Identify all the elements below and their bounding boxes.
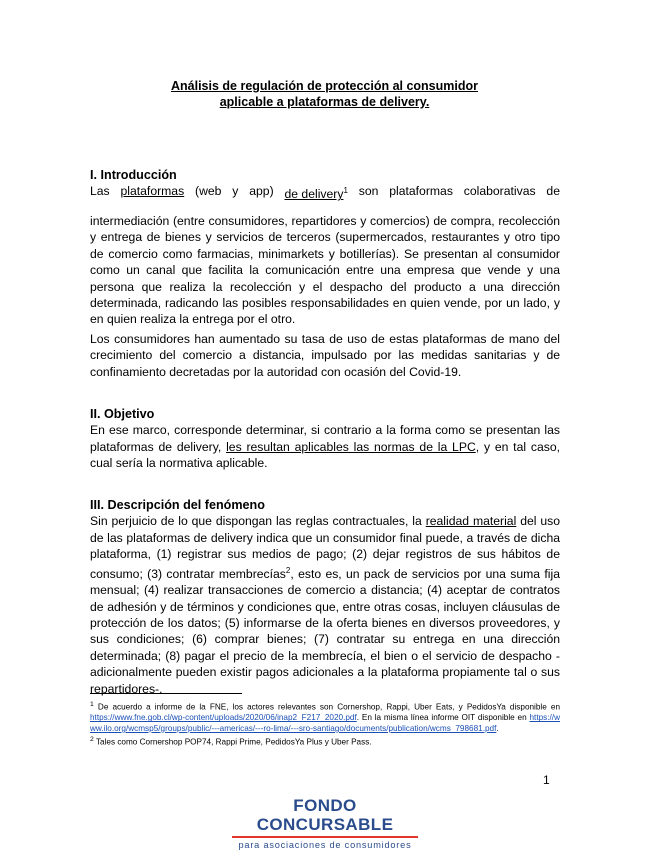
logo-accent-line: [232, 836, 418, 838]
intro-word: plataformas: [389, 184, 453, 199]
logo-main-text: FONDO CONCURSABLE: [256, 796, 394, 834]
intro-first-line: [90, 183, 560, 202]
descripcion-text: Sin perjuicio de lo que dispongan las reglas contractuales, la: [90, 514, 426, 529]
footnote-1-link-fne[interactable]: https://www.fne.gob.cl/wp-content/uploads/2020/06/inap2_F217_2020.pdf: [90, 713, 357, 723]
footnote-1-text-end: .: [496, 723, 499, 733]
footnote-ref-1: 1: [343, 186, 348, 196]
footnote-1: [90, 700, 560, 735]
intro-paragraph-1: intermediación (entre consumidores, repartidores y comercios) de compra, recolección y entrega de bienes y servicios de terceros (supermercados, restaurantes y otro tipo de comercio como farmacias, minimarkets y botillerías). Se presentan al consumidor como un canal que facilita la comunicación entre una empresa que vende y una persona que realiza la recolección y el despacho del producto a una dirección determinada, radicando las posibles responsabilidades en quien vende, por un lado, y en quien realiza la entrega por el otro.: [90, 214, 560, 327]
descripcion-paragraph: [90, 513, 560, 697]
objetivo-text: En ese marco, corresponde determinar, si contrario a la forma como se presentan las plataformas de delivery,: [90, 423, 560, 454]
intro-word: y: [232, 184, 239, 199]
footnote-1-text: De acuerdo a informe de la FNE, los actores relevantes son Cornershop, Rappi, Uber Eats, y PedidosYa disponible en: [97, 702, 560, 712]
footnotes: [90, 700, 560, 748]
intro-paragraph-2: Los consumidores han aumentado su tasa de uso de estas plataformas de mano del crecimiento del comercio a distancia, impulsado por las medidas sanitarias y de confinamiento decretadas por la autoridad con ocasión del Covid-19.: [90, 332, 560, 379]
logo-sub-text: para asociaciones de consumidores: [238, 840, 412, 850]
footnote-ref-2: 2: [285, 565, 291, 575]
footnote-2-number: 2: [90, 735, 94, 743]
fondo-concursable-logo: [225, 796, 425, 851]
intro-word: Las: [90, 184, 110, 199]
title-line-1: Análisis de regulación de protección al consumidor: [170, 79, 478, 93]
section-heading-objetivo: II. Objetivo: [90, 407, 155, 421]
section-descripcion: [90, 497, 560, 697]
objetivo-text-end: , y en tal caso, cual sería la normativa aplicable.: [90, 439, 560, 471]
descripcion-text-mid: del uso de las plataformas de delivery indica que un consumidor final puede, a través de dicha plataforma, (1) registrar sus medios de pago; (2) dejar registros de sus hábitos de consumo; (3) contratar membrecías: [90, 514, 560, 581]
document-title: [0, 78, 649, 110]
page-number: 1: [543, 773, 550, 787]
section-objetivo: [90, 406, 560, 472]
intro-link-delivery: de delivery: [284, 187, 344, 202]
intro-delivery-term: [284, 183, 347, 202]
footnote-2-text: Tales como Cornershop POP74, Rappi Prime, PedidosYa Plus y Uber Pass.: [95, 737, 372, 747]
intro-word: app): [249, 184, 274, 199]
section-heading-intro: I. Introducción: [90, 168, 177, 182]
footnote-1-link-oit[interactable]: https://www.ilo.org/wcmsp5/groups/public/---americas/---ro-lima/---sro-santiago/documents/publication/wcms_798681.pdf: [90, 713, 560, 733]
footnote-1-text-mid: . En la misma línea informe OIT disponible en: [356, 713, 530, 723]
intro-word: son: [358, 184, 379, 199]
footnote-1-number: 1: [90, 701, 94, 708]
objetivo-underlined: les resultan aplicables las normas de la LPC: [226, 439, 476, 454]
section-heading-descripcion: III. Descripción del fenómeno: [90, 498, 265, 512]
intro-word: (web: [195, 184, 222, 199]
section-introduccion: [90, 167, 560, 203]
footnote-divider: [90, 693, 242, 694]
objetivo-paragraph: [90, 422, 560, 471]
descripcion-underlined: realidad material: [425, 514, 517, 529]
descripcion-text-end: , esto es, un pack de servicios por una suma fija mensual; (4) realizar transacciones de comercio a distancia; (4) aceptar de contratos de adhesión y de términos y condiciones que, entre otras cosas, incluyen cláusulas de protección de los datos; (5) informarse de la oferta bienes en diversos proveedores, y sus condiciones; (6) comprar bienes; (7) contratar su entrega en una dirección determinada; (8) pagar el precio de la membrecía, el bien o el servicio de despacho -adicionalmente pueden existir pagos adicionales a la plataforma propiamente tal o sus repartidores-.: [90, 566, 560, 696]
intro-word: colaborativas: [463, 184, 536, 199]
intro-link-plataformas: plataformas: [120, 184, 185, 199]
title-line-2: aplicable a plataformas de delivery.: [219, 95, 430, 109]
intro-word: de: [546, 184, 560, 199]
footnote-2: [90, 735, 560, 748]
